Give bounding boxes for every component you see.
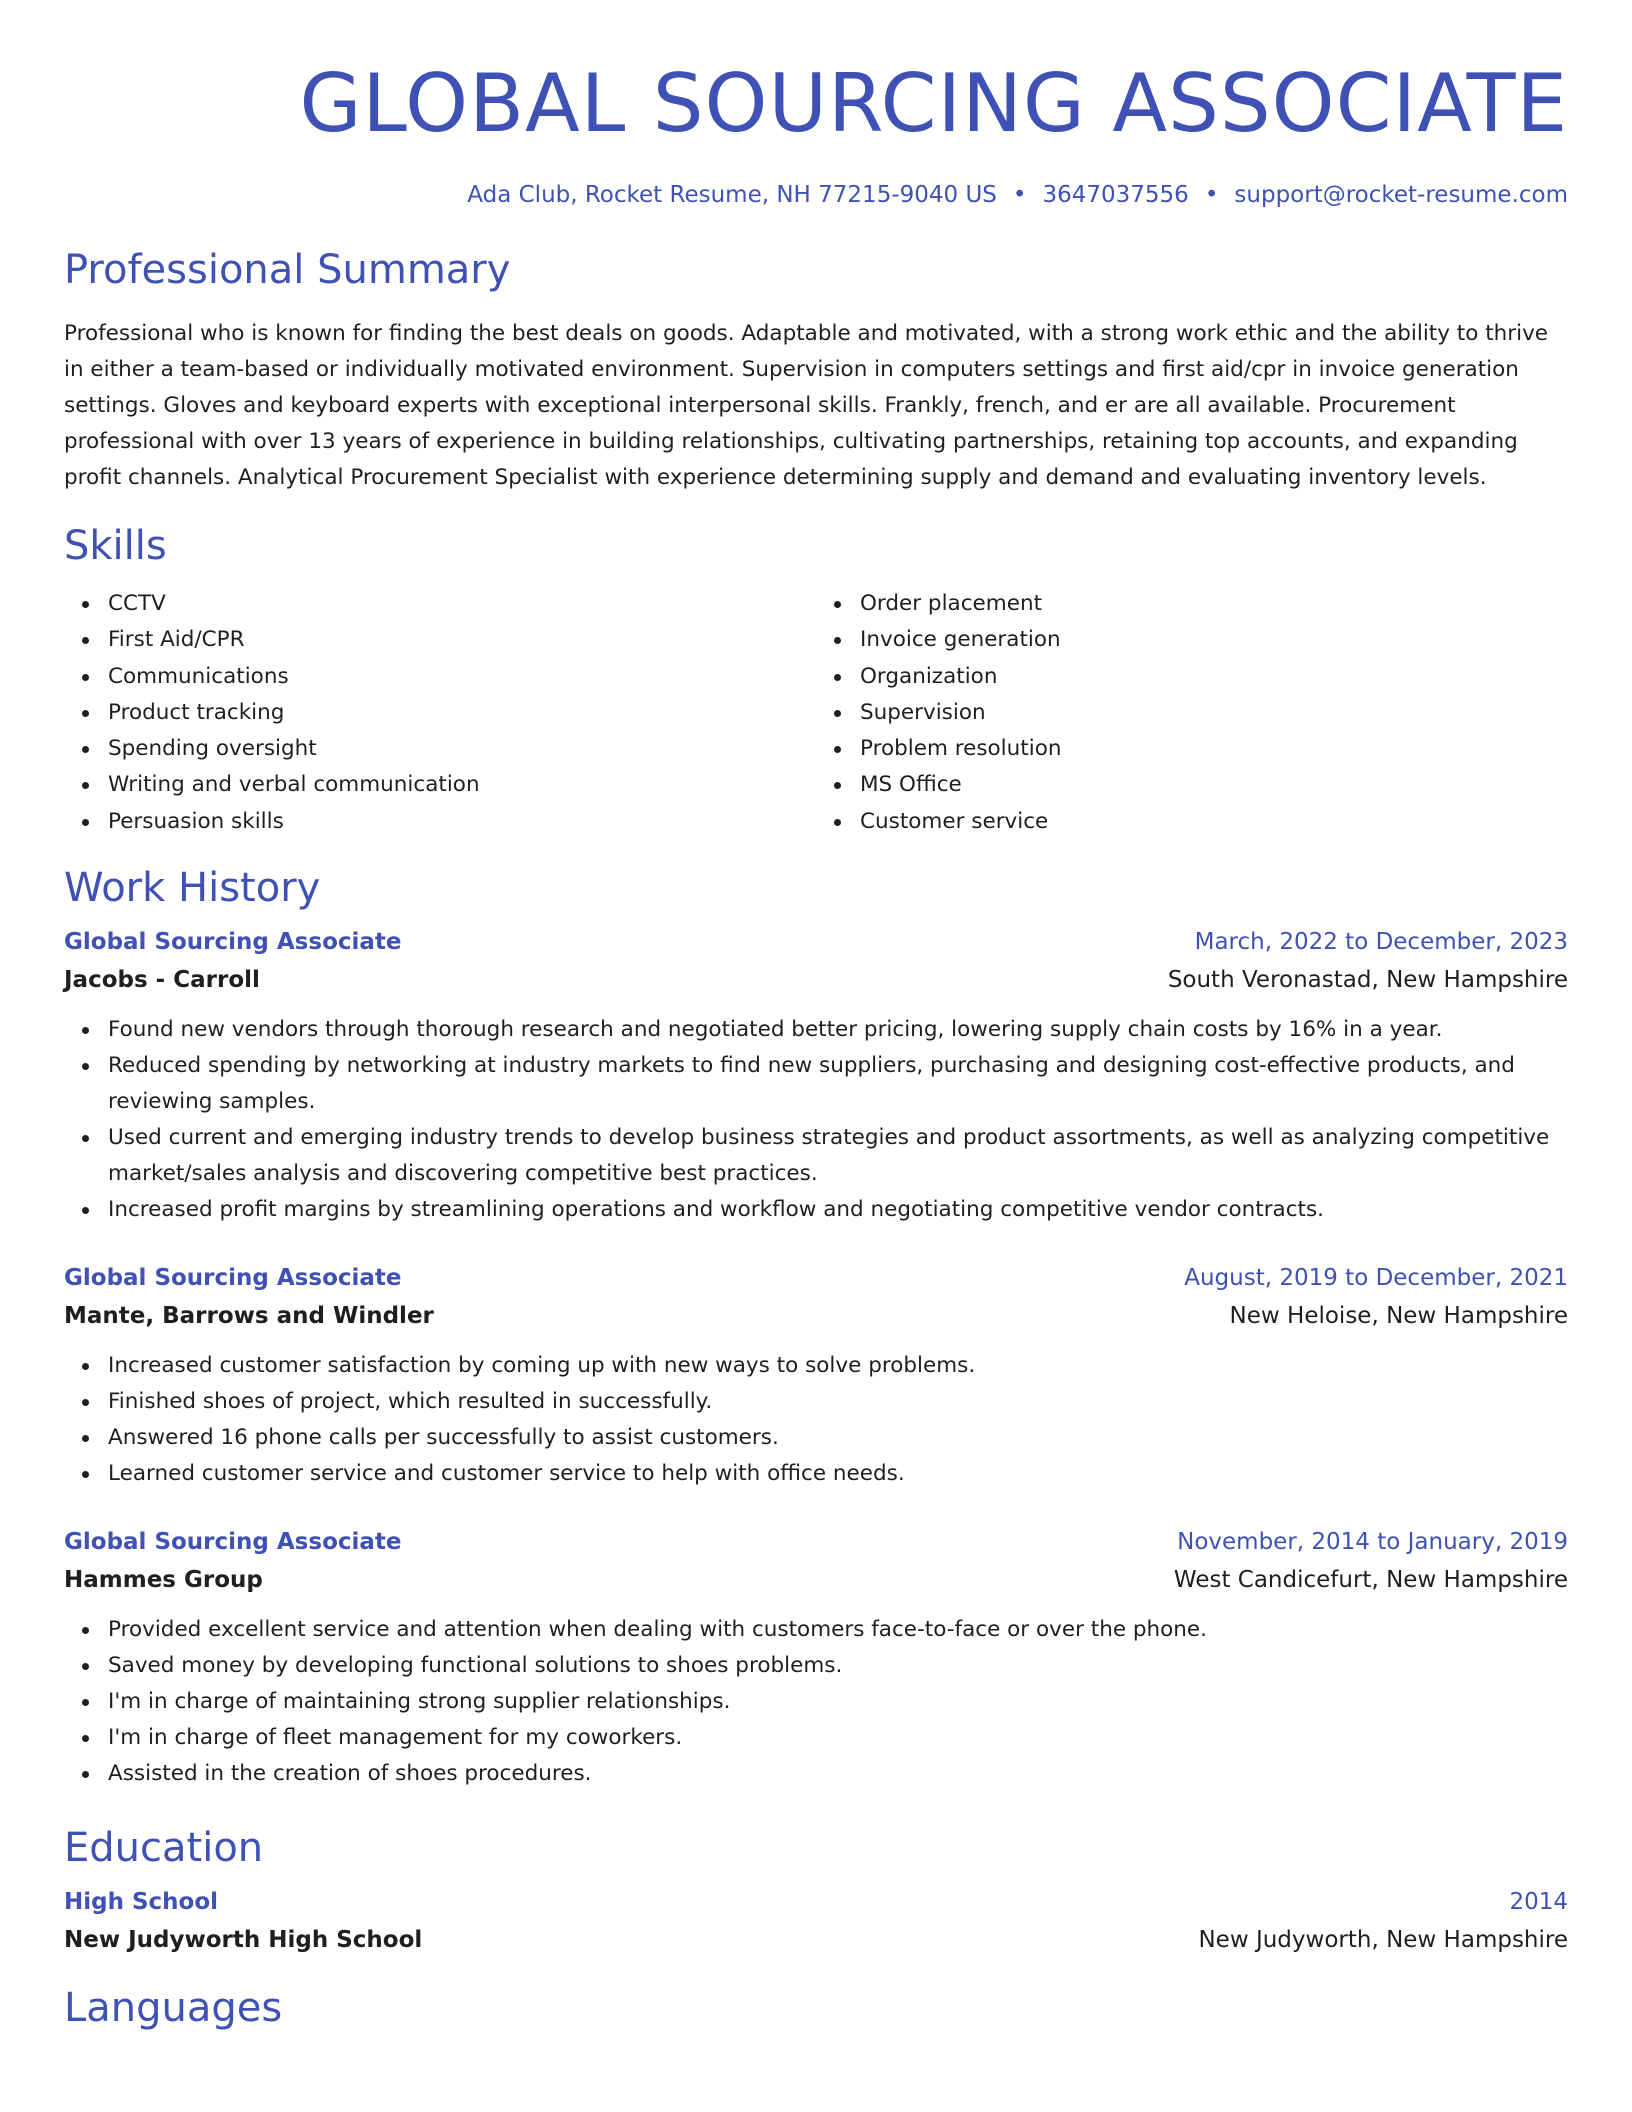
education-degree: High School	[64, 1889, 219, 1916]
job-bullet: Assisted in the creation of shoes procedures.	[108, 1756, 1568, 1792]
skill-item: First Aid/CPR	[108, 622, 816, 658]
skill-item: Organization	[860, 659, 1568, 695]
skill-item: Writing and verbal communication	[108, 767, 816, 803]
job-bullet: Learned customer service and customer service to help with office needs.	[108, 1456, 1568, 1492]
summary-text: Professional who is known for finding the best deals on goods. Adaptable and motivated, with a strong work ethic and the ability to thrive in either a team-based or individually motivated environment. Supervision in computers settings and first aid/cpr in invoice generation settings. Gloves and keyboard experts with exceptional interpersonal skills. Frankly, french, and er are all available. Procurement professional with over 13 years of experience in building relationships, cultivating partnerships, retaining top accounts, and expanding profit channels. Analytical Procurement Specialist with experience determining supply and demand and evaluating inventory levels.	[64, 321, 1549, 490]
summary-section	[64, 244, 1568, 496]
job-entry	[64, 1260, 1568, 1492]
contact-phone: 3647037556	[1042, 182, 1189, 208]
job-bullet: Saved money by developing functional solutions to shoes problems.	[108, 1648, 1568, 1684]
education-school-row	[64, 1920, 1568, 1960]
job-location: West Candicefurt, New Hampshire	[1173, 1567, 1568, 1594]
job-header-row	[64, 1260, 1568, 1296]
contact-line	[64, 180, 1568, 210]
job-header-row	[64, 924, 1568, 960]
job-bullet: I'm in charge of fleet management for my coworkers.	[108, 1720, 1568, 1756]
candidate-title: GLOBAL SOURCING ASSOCIATE	[299, 57, 1568, 150]
work-history-section	[64, 862, 1568, 1792]
skill-item: Communications	[108, 659, 816, 695]
job-bullet: Provided excellent service and attention when dealing with customers face-to-face or over the phone.	[108, 1612, 1568, 1648]
skill-item: Persuasion skills	[108, 804, 816, 840]
job-bullet: Increased profit margins by streamlining operations and workflow and negotiating competitive vendor contracts.	[108, 1192, 1568, 1228]
job-bullets	[64, 1348, 1568, 1492]
work-history-heading: Work History	[64, 865, 321, 912]
job-dates: November, 2014 to January, 2019	[1177, 1529, 1568, 1556]
job-title: Global Sourcing Associate	[64, 1529, 402, 1556]
skill-item: Invoice generation	[860, 622, 1568, 658]
skills-list-right	[816, 586, 1568, 840]
job-dates: August, 2019 to December, 2021	[1184, 1265, 1568, 1292]
job-company: Mante, Barrows and Windler	[64, 1303, 434, 1330]
job-title: Global Sourcing Associate	[64, 929, 402, 956]
skill-item: Order placement	[860, 586, 1568, 622]
job-location: New Heloise, New Hampshire	[1229, 1303, 1568, 1330]
skill-item: Problem resolution	[860, 731, 1568, 767]
summary-heading: Professional Summary	[64, 247, 511, 293]
education-location: New Judyworth, New Hampshire	[1198, 1927, 1568, 1954]
contact-separator: •	[1012, 182, 1027, 208]
job-company-row	[64, 1560, 1568, 1600]
job-bullet: I'm in charge of maintaining strong supplier relationships.	[108, 1684, 1568, 1720]
education-year: 2014	[1509, 1889, 1568, 1916]
job-entry	[64, 924, 1568, 1228]
skill-item: Spending oversight	[108, 731, 816, 767]
job-bullet: Finished shoes of project, which resulted in successfully.	[108, 1384, 1568, 1420]
skills-grid	[64, 586, 1568, 840]
skill-item: Customer service	[860, 804, 1568, 840]
job-company-row	[64, 960, 1568, 1000]
skill-item: CCTV	[108, 586, 816, 622]
job-title: Global Sourcing Associate	[64, 1265, 402, 1292]
job-bullet: Found new vendors through thorough research and negotiated better pricing, lowering supply chain costs by 16% in a year.	[108, 1012, 1568, 1048]
skills-heading: Skills	[64, 523, 167, 569]
contact-separator: •	[1204, 182, 1219, 208]
contact-email[interactable]: support@rocket-resume.com	[1234, 182, 1568, 208]
skills-section	[64, 520, 1568, 840]
job-company: Hammes Group	[64, 1567, 263, 1594]
education-entry	[64, 1884, 1568, 1960]
skill-item: Product tracking	[108, 695, 816, 731]
job-bullet: Used current and emerging industry trends to develop business strategies and product assortments, as well as analyzing competitive market/sales analysis and discovering competitive best practices.	[108, 1120, 1568, 1192]
job-location: South Veronastad, New Hampshire	[1167, 967, 1568, 994]
resume-header	[64, 0, 1568, 210]
job-company: Jacobs - Carroll	[64, 967, 260, 994]
skill-item: Supervision	[860, 695, 1568, 731]
job-bullet: Answered 16 phone calls per successfully to assist customers.	[108, 1420, 1568, 1456]
skills-list-left	[64, 586, 816, 840]
job-dates: March, 2022 to December, 2023	[1194, 929, 1568, 956]
contact-address: Ada Club, Rocket Resume, NH 77215-9040 US	[467, 182, 997, 208]
education-heading: Education	[64, 1825, 264, 1872]
job-entry	[64, 1524, 1568, 1792]
job-bullet: Increased customer satisfaction by coming up with new ways to solve problems.	[108, 1348, 1568, 1384]
education-school: New Judyworth High School	[64, 1927, 423, 1954]
job-bullet: Reduced spending by networking at industry markets to find new suppliers, purchasing and designing cost-effective products, and reviewing samples.	[108, 1048, 1568, 1120]
languages-section	[64, 1982, 1568, 2034]
education-header-row	[64, 1884, 1568, 1920]
job-bullets	[64, 1012, 1568, 1228]
skill-item: MS Office	[860, 767, 1568, 803]
job-bullets	[64, 1612, 1568, 1792]
job-company-row	[64, 1296, 1568, 1336]
education-section	[64, 1822, 1568, 1960]
job-header-row	[64, 1524, 1568, 1560]
languages-heading: Languages	[64, 1985, 283, 2032]
